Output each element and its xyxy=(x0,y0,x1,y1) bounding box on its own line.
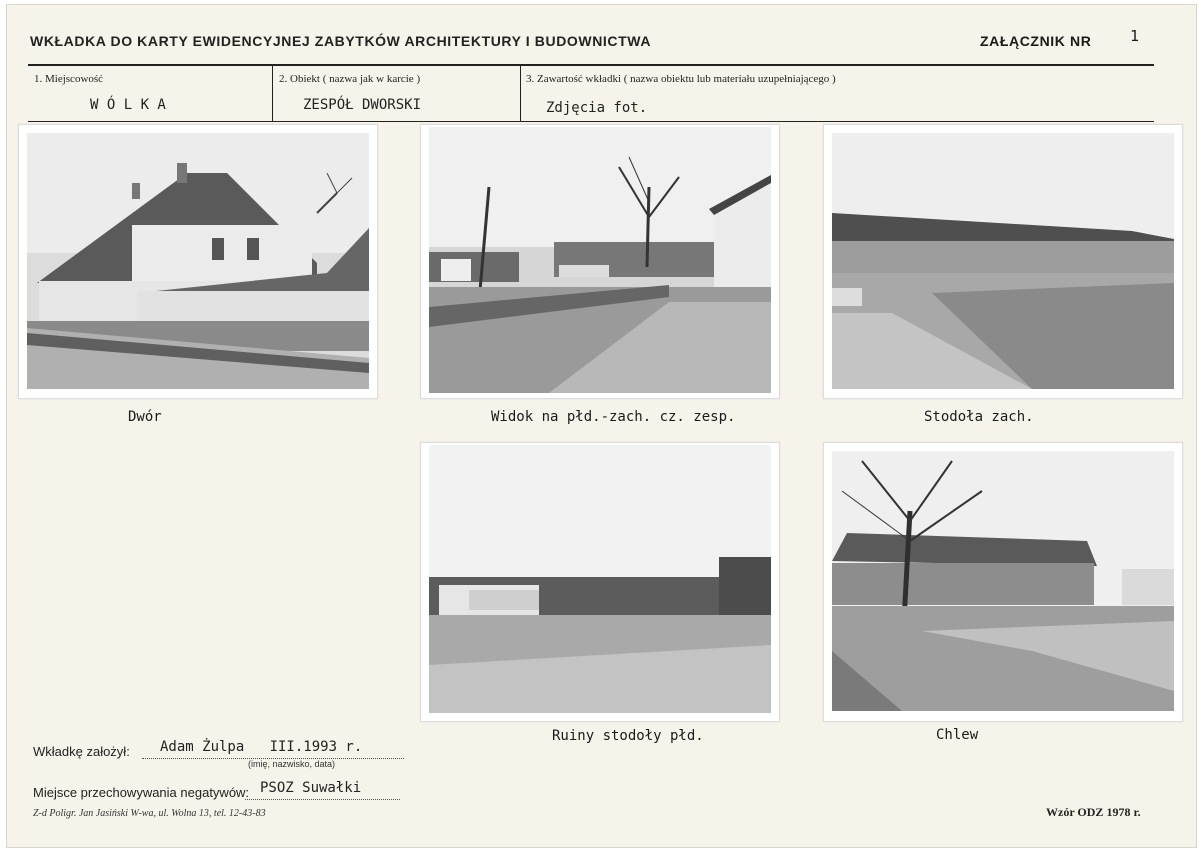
photo-manor-house xyxy=(18,124,378,399)
top-rule xyxy=(28,64,1154,66)
photo-pigsty xyxy=(823,442,1183,722)
content-value: Zdjęcia fot. xyxy=(546,100,648,116)
field-divider-1 xyxy=(272,65,273,122)
locality-label: 1. Miejscowość xyxy=(34,73,104,85)
attachment-number: 1 xyxy=(1130,27,1140,45)
storage-label: Miejsce przechowywania negatywów: xyxy=(33,785,250,800)
object-label: 2. Obiekt ( nazwa jak w karcie ) xyxy=(279,73,421,85)
storage-dotted-line xyxy=(245,799,400,800)
photo-caption-ruins: Ruiny stodoły płd. xyxy=(552,728,704,744)
locality-value: W Ó L K A xyxy=(90,97,166,113)
photo-complex-view xyxy=(420,124,780,399)
founder-value: Adam Żulpa III.1993 r. xyxy=(160,739,363,755)
fields-bottom-rule xyxy=(28,121,1154,122)
form-title: WKŁADKA DO KARTY EWIDENCYJNEJ ZABYTKÓW ARCHITEKTURY I BUDOWNICTWA xyxy=(30,33,652,49)
attachment-label: ZAŁĄCZNIK NR xyxy=(980,33,1092,49)
photo-caption-view: Widok na płd.-zach. cz. zesp. xyxy=(491,409,736,425)
content-label: 3. Zawartość wkładki ( nazwa obiektu lub materiału uzupełniającego ) xyxy=(526,73,836,85)
photo-south-barn-ruins xyxy=(420,442,780,722)
photo-caption-pigsty: Chlew xyxy=(936,727,979,743)
photo-west-barn xyxy=(823,124,1183,399)
photo-caption-west-barn: Stodoła zach. xyxy=(924,409,1034,425)
field-divider-2 xyxy=(520,65,521,122)
storage-value: PSOZ Suwałki xyxy=(260,780,362,796)
object-value: ZESPÓŁ DWORSKI xyxy=(303,97,422,113)
founder-label: Wkładkę założył: xyxy=(33,744,130,759)
printer-info: Z-d Poligr. Jan Jasiński W-wa, ul. Wolna 13, tel. 12-43-83 xyxy=(33,808,266,819)
form-version: Wzór ODZ 1978 r. xyxy=(1046,805,1141,819)
founder-hint: (imię, nazwisko, data) xyxy=(248,759,336,769)
photo-caption-manor: Dwór xyxy=(128,409,162,425)
